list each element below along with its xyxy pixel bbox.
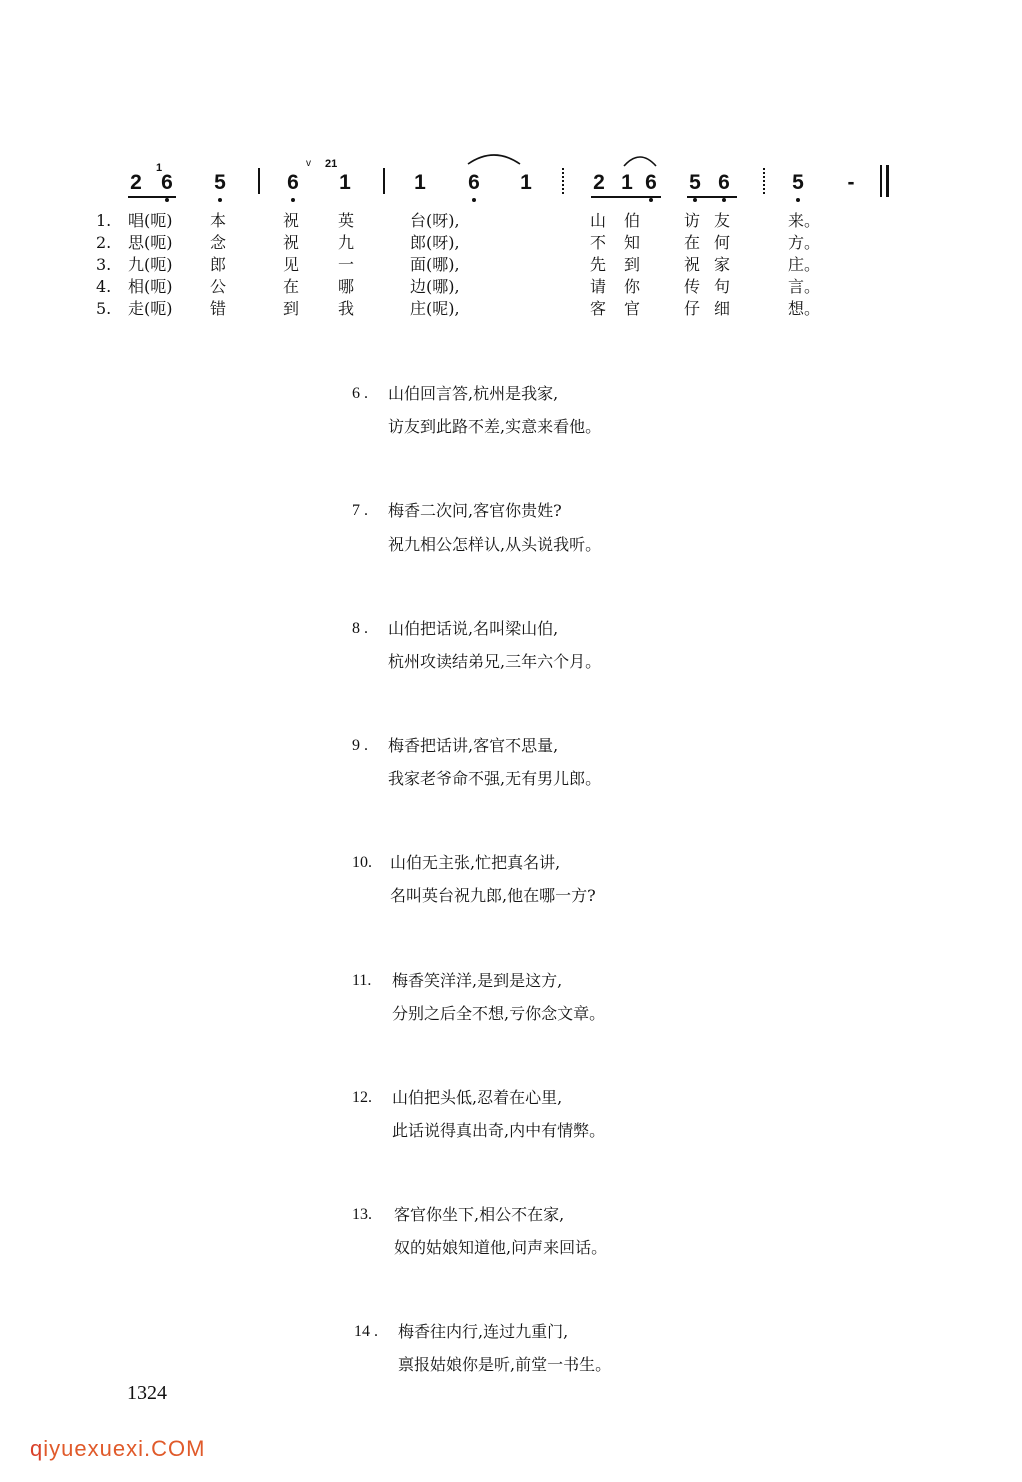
lyric-syllable: 郎(呀), — [410, 233, 460, 252]
page-number: 1324 — [127, 1382, 167, 1404]
lyric-syllable: 仔 — [684, 299, 701, 318]
lyric-number: 2. — [96, 233, 112, 252]
lyric-number: 3. — [96, 255, 112, 274]
final-barline-thin — [880, 165, 882, 197]
verse-line: 分别之后全不想,亏你念文章。 — [392, 1004, 606, 1023]
lyric-syllable: 念 — [210, 233, 227, 252]
verse-line: 祝九相公怎样认,从头说我听。 — [388, 535, 602, 554]
lyric-syllable: 公 — [210, 277, 227, 296]
note: 2 — [593, 171, 605, 194]
verse-line: 访友到此路不差,实意来看他。 — [388, 417, 602, 436]
breath-mark: v — [306, 158, 311, 169]
lyric-syllable: 访 — [684, 211, 701, 230]
watermark-logo-letter: q — [30, 1436, 44, 1461]
slur — [622, 152, 658, 168]
lyric-syllable: 郎 — [210, 255, 227, 274]
verse-line: 山伯把头低,忍着在心里, — [392, 1088, 563, 1107]
grace-note: 1 — [156, 162, 163, 174]
verse-line: 梅香二次问,客官你贵姓? — [388, 501, 562, 520]
note: 5 — [689, 171, 701, 194]
octave-dot-low — [291, 198, 295, 202]
note: 6 — [287, 171, 299, 194]
lyric-syllable: 客 — [590, 299, 607, 318]
lyric-syllable: 我 — [338, 299, 355, 318]
verse-number: 8 . — [352, 620, 368, 637]
lyric-row — [0, 276, 1022, 298]
octave-dot-low — [796, 198, 800, 202]
lyric-syllable: 何 — [714, 233, 731, 252]
note: 2 — [130, 171, 142, 194]
verse-line: 梅香把话讲,客官不思量, — [388, 736, 559, 755]
verse-line: 山伯回言答,杭州是我家, — [388, 384, 559, 403]
lyric-syllable: 不 — [590, 233, 607, 252]
lyric-syllable: 一 — [338, 255, 355, 274]
beam-underline — [687, 196, 737, 198]
verse-line: 此话说得真出奇,内中有情弊。 — [392, 1121, 606, 1140]
note: 6 — [718, 171, 730, 194]
lyric-syllable: 伯 — [624, 211, 641, 230]
lyric-syllable: 在 — [283, 277, 300, 296]
lyric-syllable: 祝 — [684, 255, 701, 274]
octave-dot-low — [165, 198, 169, 202]
lyric-syllable: 句 — [714, 277, 731, 296]
verse-line: 梅香笑洋洋,是到是这方, — [392, 971, 563, 990]
lyric-syllable: 想。 — [788, 299, 821, 318]
lyric-syllable: 方。 — [788, 233, 821, 252]
lyric-row — [0, 232, 1022, 254]
lyric-syllable: 祝 — [283, 233, 300, 252]
verse-number: 6 . — [352, 385, 368, 402]
note: 5 — [792, 171, 804, 194]
lyric-syllable: 家 — [714, 255, 731, 274]
lyric-syllable: 面(哪), — [410, 255, 460, 274]
lyric-syllable: 到 — [283, 299, 300, 318]
beam-underline — [591, 196, 661, 198]
lyric-syllable: 走(呃) — [128, 299, 173, 318]
grace-note: 21 — [325, 158, 338, 170]
verse-line: 山伯把话说,名叫梁山伯, — [388, 619, 559, 638]
lyric-syllable: 官 — [624, 299, 641, 318]
lyric-syllable: 相(呃) — [128, 277, 173, 296]
final-barline-thick — [886, 165, 889, 197]
lyric-number: 4. — [96, 277, 112, 296]
slur — [466, 150, 522, 166]
barline — [383, 168, 385, 194]
lyric-syllable: 到 — [624, 255, 641, 274]
lyric-row — [0, 210, 1022, 232]
dotted-barline — [562, 168, 564, 194]
lyric-syllable: 山 — [590, 211, 607, 230]
lyric-syllable: 英 — [338, 211, 355, 230]
note: 6 — [468, 171, 480, 194]
lyric-syllable: 九 — [338, 233, 355, 252]
lyric-syllable: 哪 — [338, 277, 355, 296]
note: 1 — [520, 171, 532, 194]
lyric-syllable: 思(呃) — [128, 233, 173, 252]
verse-line: 客官你坐下,相公不在家, — [394, 1205, 565, 1224]
verse-line: 奴的姑娘知道他,问声来回话。 — [394, 1238, 608, 1257]
lyric-syllable: 知 — [624, 233, 641, 252]
lyric-syllable: 你 — [624, 277, 641, 296]
octave-dot-low — [472, 198, 476, 202]
octave-dot-low — [649, 198, 653, 202]
octave-dot-low — [218, 198, 222, 202]
beam-underline — [128, 196, 176, 198]
dash-extension: - — [847, 171, 855, 194]
note: 5 — [214, 171, 226, 194]
lyric-syllable: 本 — [210, 211, 227, 230]
note: 6 — [161, 171, 173, 194]
site-watermark — [30, 1436, 205, 1462]
lyric-syllable: 细 — [714, 299, 731, 318]
lyric-syllable: 友 — [714, 211, 731, 230]
lyric-syllable: 传 — [684, 277, 701, 296]
verse-line: 名叫英台祝九郎,他在哪一方? — [390, 886, 596, 905]
lyric-row — [0, 298, 1022, 320]
note: 1 — [414, 171, 426, 194]
verse-line: 梅香往内行,连过九重门, — [398, 1322, 569, 1341]
lyric-number: 5. — [96, 299, 112, 318]
note: 1 — [621, 171, 633, 194]
lyric-syllable: 台(呀), — [410, 211, 460, 230]
verse-number: 11. — [352, 972, 372, 989]
lyric-row — [0, 254, 1022, 276]
octave-dot-low — [693, 198, 697, 202]
verse-line: 禀报姑娘你是听,前堂一书生。 — [398, 1355, 612, 1374]
lyric-syllable: 唱(呃) — [128, 211, 173, 230]
dotted-barline — [763, 168, 765, 194]
verse-number: 14 . — [354, 1323, 378, 1340]
watermark-text: iyuexuexi.COM — [43, 1436, 206, 1461]
lyric-syllable: 边(哪), — [410, 277, 460, 296]
barline — [258, 168, 260, 194]
lyric-syllable: 先 — [590, 255, 607, 274]
note: 6 — [645, 171, 657, 194]
verse-number: 13. — [352, 1206, 372, 1223]
verse-number: 7 . — [352, 502, 368, 519]
lyric-syllable: 言。 — [788, 277, 821, 296]
lyric-syllable: 见 — [283, 255, 300, 274]
verse-number: 10. — [352, 854, 372, 871]
lyric-syllable: 九(呃) — [128, 255, 173, 274]
lyric-number: 1. — [96, 211, 112, 230]
lyric-syllable: 庄(呢), — [410, 299, 460, 318]
octave-dot-low — [722, 198, 726, 202]
lyric-syllable: 在 — [684, 233, 701, 252]
lyric-syllable: 祝 — [283, 211, 300, 230]
verse-number: 12. — [352, 1089, 372, 1106]
lyric-syllable: 来。 — [788, 211, 821, 230]
lyric-syllable: 庄。 — [788, 255, 821, 274]
verse-line: 山伯无主张,忙把真名讲, — [390, 853, 561, 872]
note: 1 — [339, 171, 351, 194]
verse-number: 9 . — [352, 737, 368, 754]
verse-line: 杭州攻读结弟兄,三年六个月。 — [388, 652, 602, 671]
lyric-syllable: 请 — [590, 277, 607, 296]
lyric-syllable: 错 — [210, 299, 227, 318]
verse-line: 我家老爷命不强,无有男儿郎。 — [388, 769, 602, 788]
